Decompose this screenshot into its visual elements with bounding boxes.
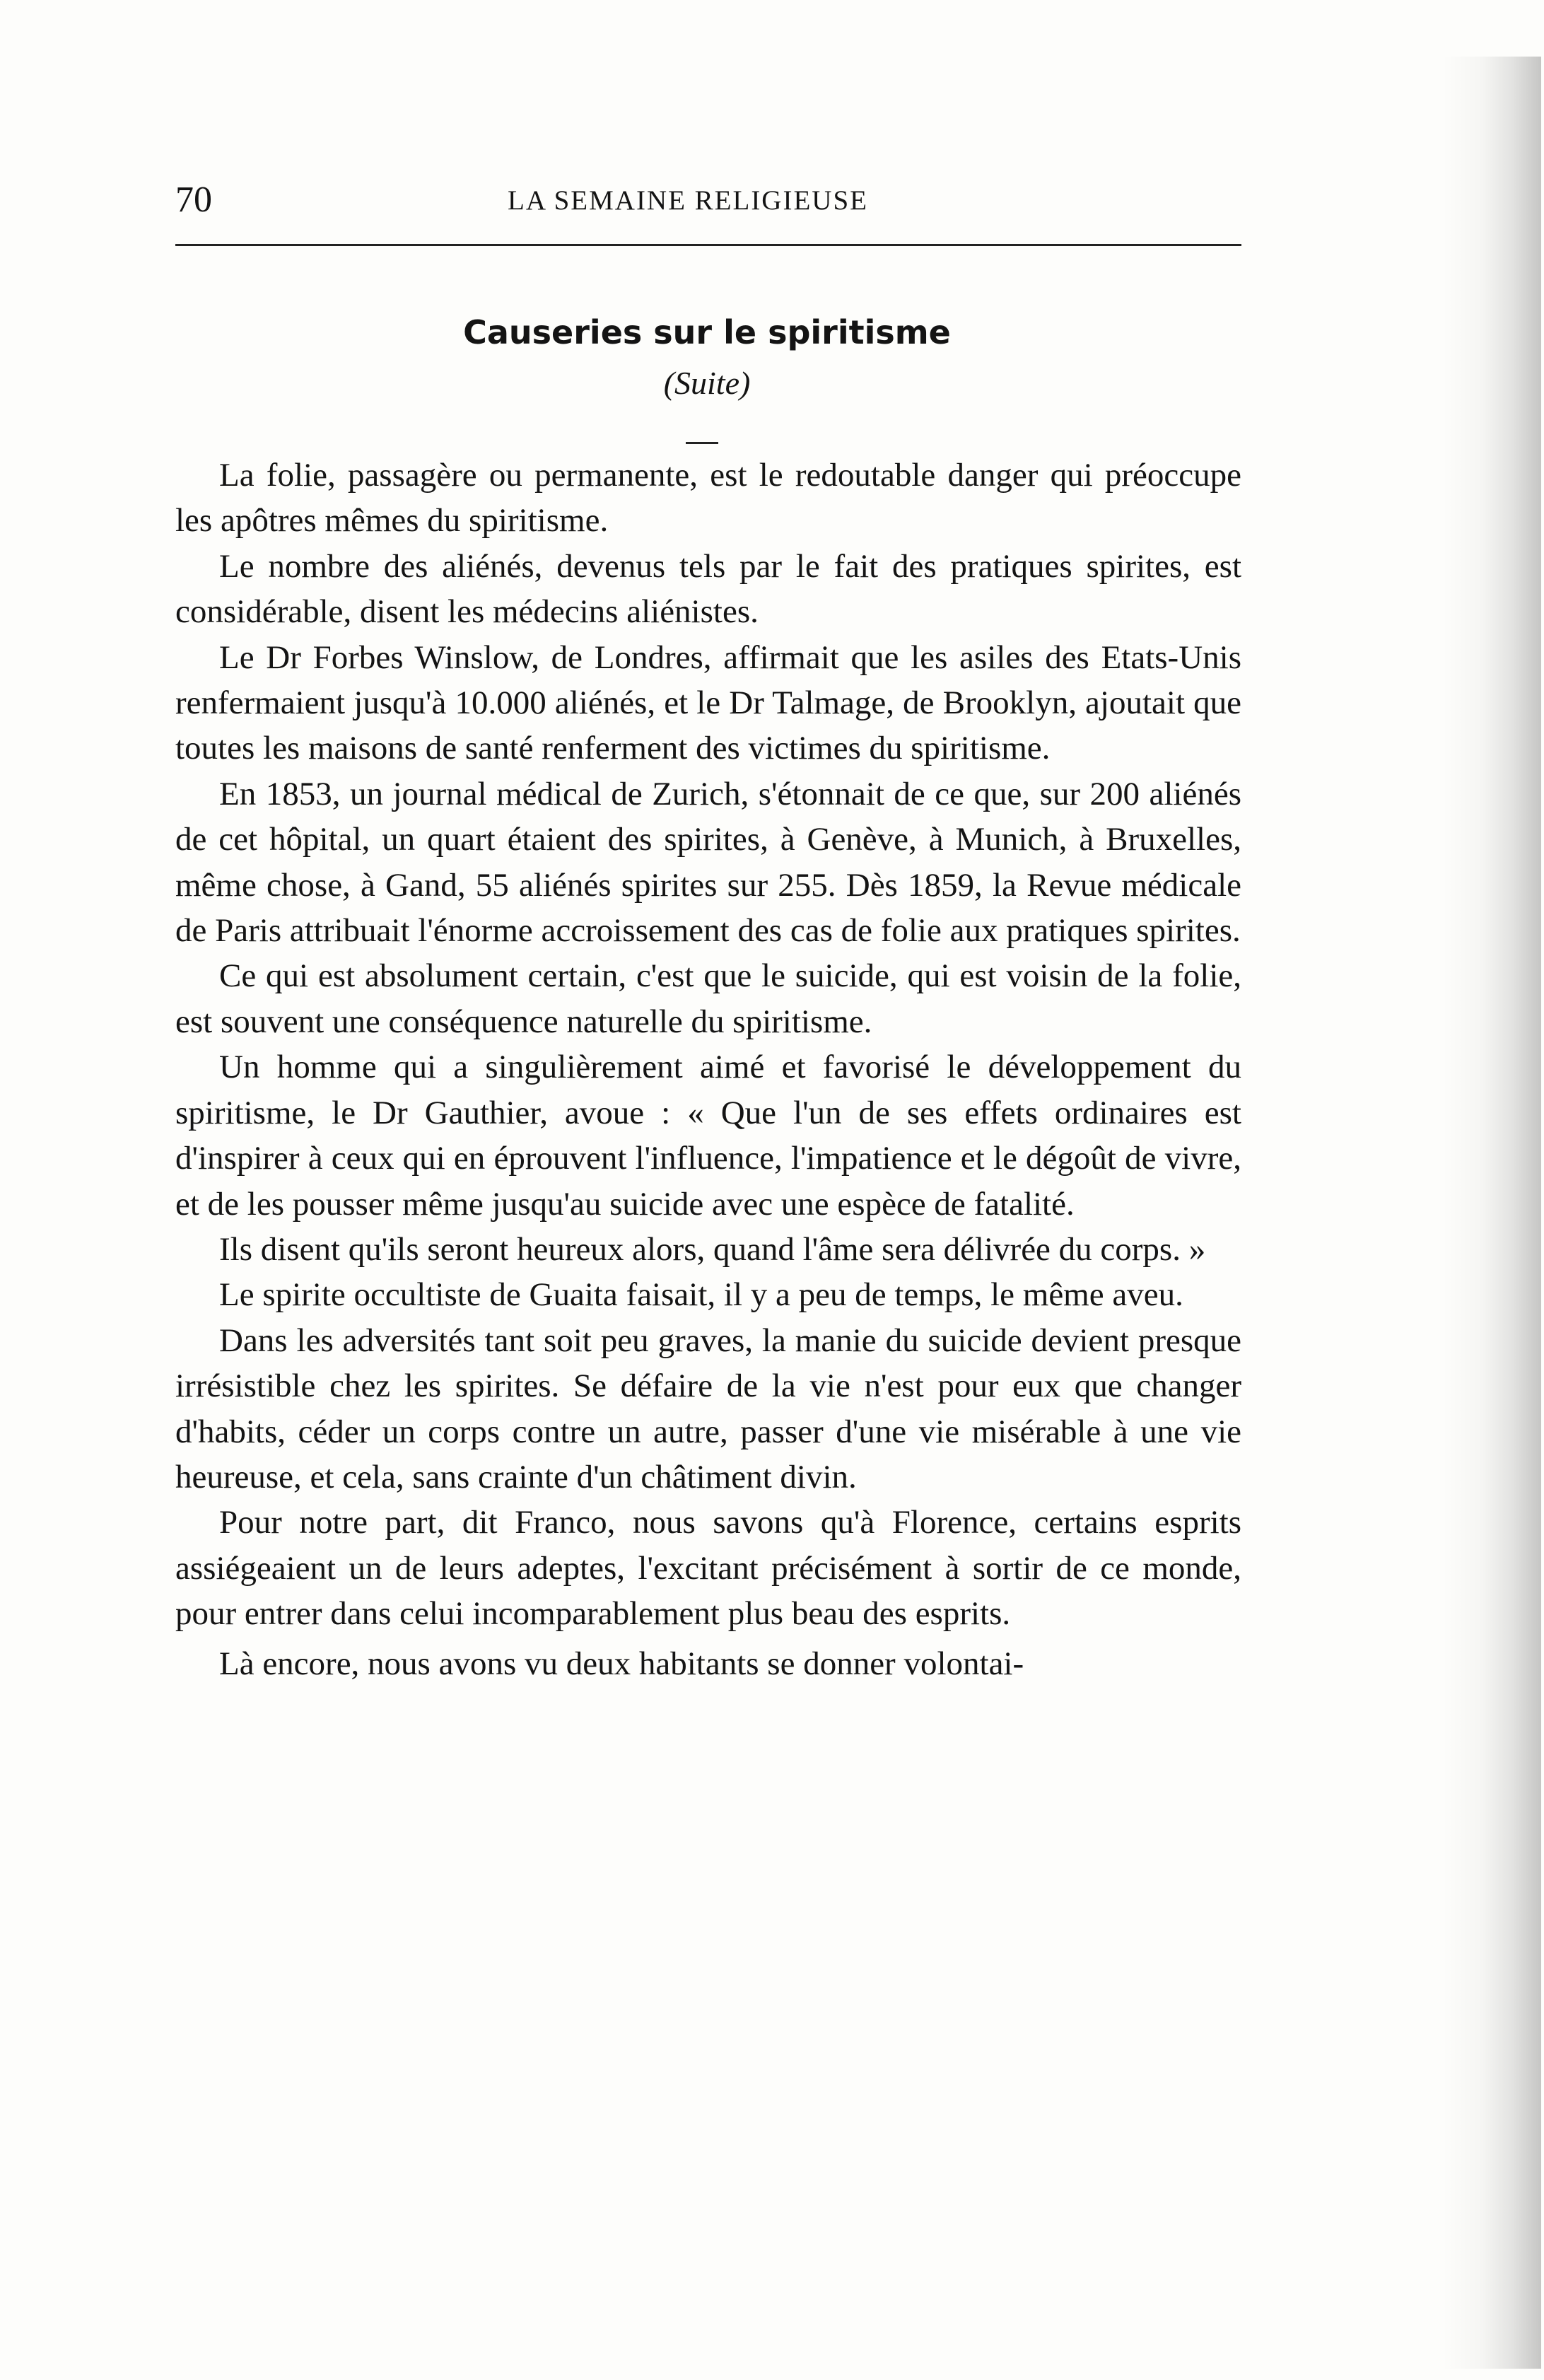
paragraph: La folie, passagère ou permanente, est le redoutable danger qui préoccupe les apôtres mêmes du spiritisme. [175,457,1241,539]
paragraph: Le nombre des aliénés, devenus tels par le fait des pratiques spirites, est considérable, disent les médecins aliénistes. [175,547,1241,631]
paragraph: Là encore, nous avons vu deux habitants se donner volontai- [219,1645,1024,1682]
paragraph: En 1853, un journal médical de Zurich, s'étonnait de ce que, sur 200 aliénés de cet hôpital, un quart étaient des spirites, à Genève, à Munich, à Bruxelles, même chose, à Gand, 55 aliénés spirites sur 255. Dès 1859, la Revue médicale de Paris attribuait l'énorme accroissement des cas de folie aux pratiques spirites. [175,775,1241,950]
paragraph: Un homme qui a singulièrement aimé et favorisé le développement du spiritisme, le Dr Gauthier, avoue : « Que l'un de ses effets ordinaires est d'inspirer à ceux qui en éprouvent l'influence, l'impatience et le dégoût de vivre, et de les pousser même jusqu'au suicide avec une espèce de fatalité. [175,1049,1241,1223]
header-rule [175,244,1241,246]
paragraph: Dans les adversités tant soit peu graves, la manie du suicide devient presque irrésistible chez les spirites. Se défaire de la vie n'est pour eux que changer d'habits, céder un corps contre un autre, passer d'une vie misérable à une vie heureuse, et cela, sans crainte d'un châtiment divin. [175,1322,1241,1495]
running-head [175,175,1241,225]
title-dash [686,442,718,444]
paragraph: Pour notre part, dit Franco, nous savons qu'à Florence, certains esprits assiégeaient un de leurs adeptes, l'excitant précisément à sortir de ce monde, pour entrer dans celui incomparablement plus beau des esprits. [175,1504,1241,1633]
scan-edge-shadow [1442,57,1541,2369]
paragraph: Le spirite occultiste de Guaita faisait, il y a peu de temps, le même aveu. [219,1276,1183,1314]
article-subtitle: (Suite) [663,365,751,401]
article-body [175,453,1241,1686]
page-number: 70 [175,180,212,220]
paragraph: Ils disent qu'ils seront heureux alors, quand l'âme sera délivrée du corps. » [219,1230,1206,1268]
paragraph: Ce qui est absolument certain, c'est que le suicide, qui est voisin de la folie, est souvent une conséquence naturelle du spiritisme. [175,957,1241,1040]
paragraph: Le Dr Forbes Winslow, de Londres, affirmait que les asiles des Etats-Unis renfermaient jusqu'à 10.000 aliénés, et le Dr Talmage, de Brooklyn, ajoutait que toutes les maisons de santé renferment des victimes du spiritisme. [175,638,1241,767]
article-title: Causeries sur le spiritisme [463,313,951,351]
running-title: LA SEMAINE RELIGIEUSE [508,185,868,216]
